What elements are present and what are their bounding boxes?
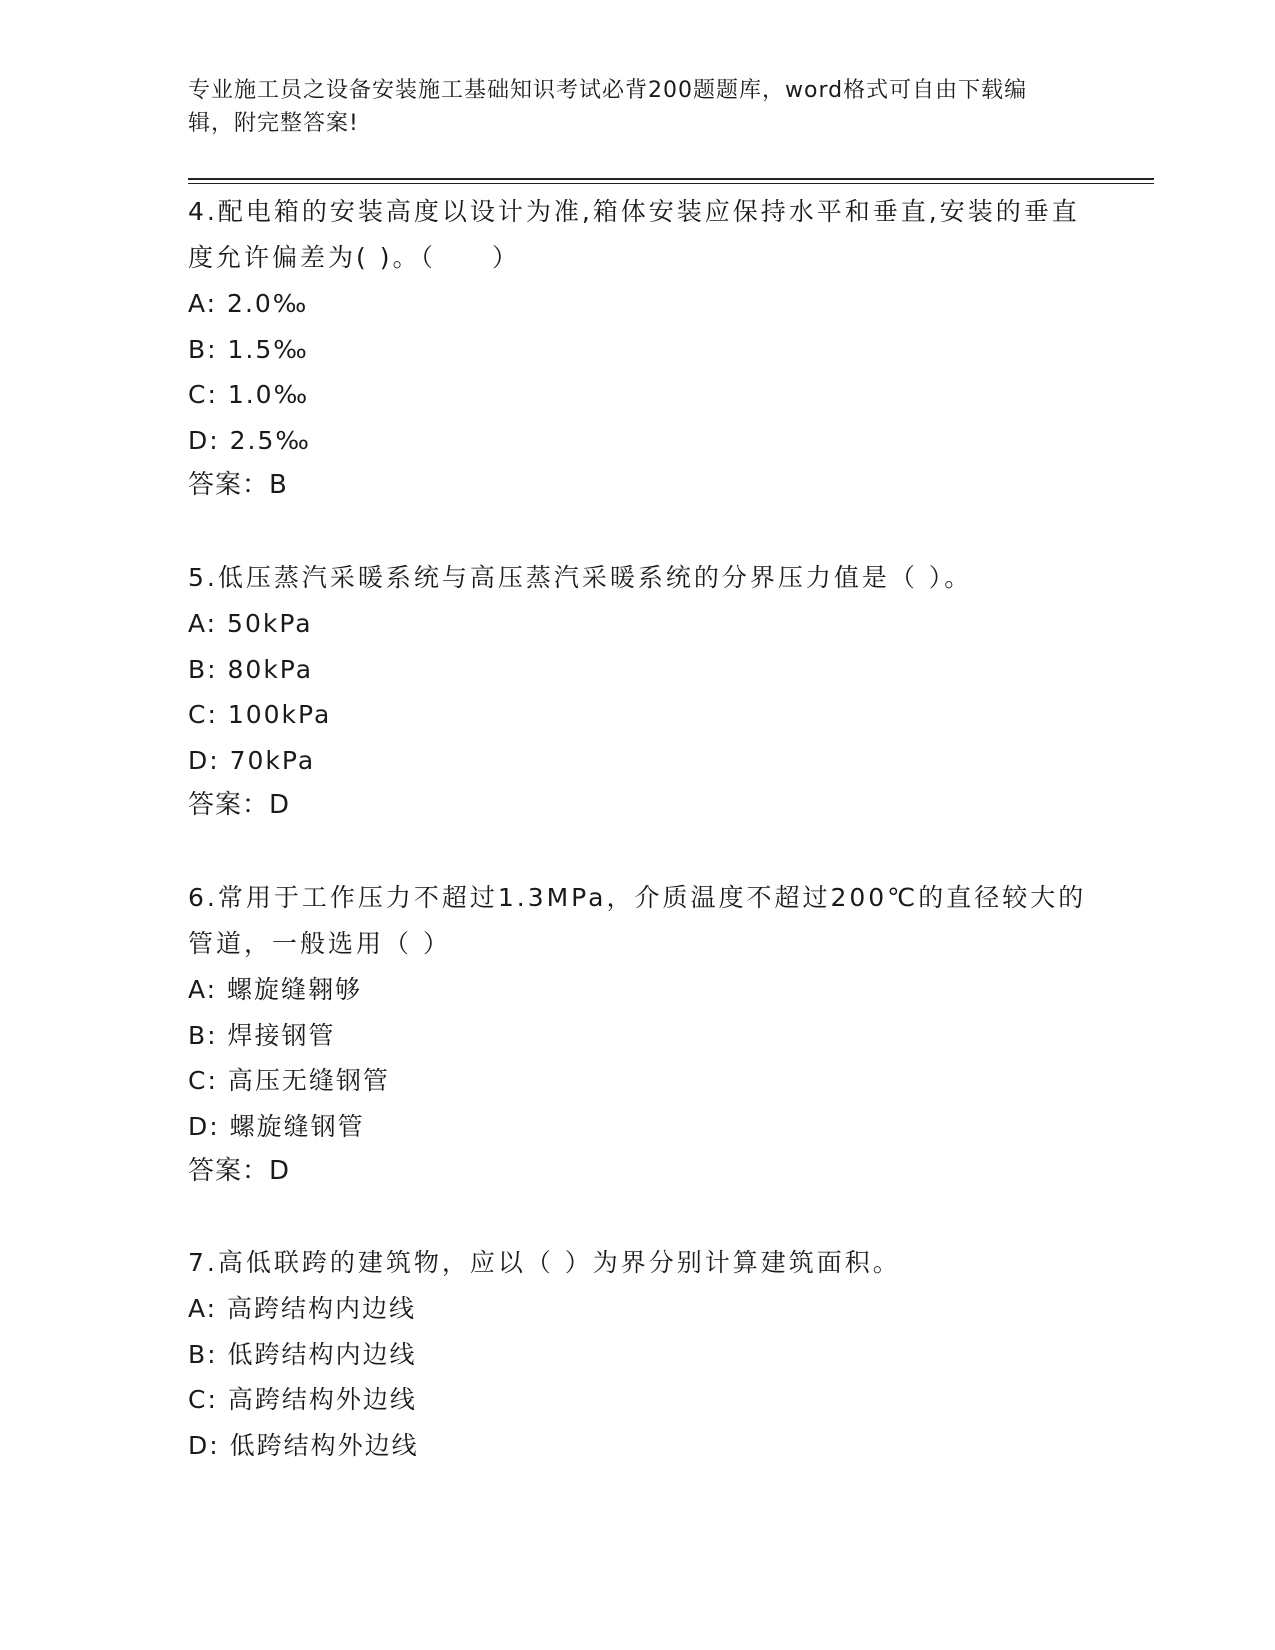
- question-text: 4.配电箱的安装高度以设计为准,箱体安装应保持水平和垂直,安装的垂直度允许偏差为( )。（ ）: [188, 197, 1080, 272]
- header-divider-thick: [188, 178, 1154, 180]
- question-4: [188, 189, 1088, 508]
- document-header: [188, 74, 1068, 140]
- question-7: [188, 1240, 1088, 1468]
- answer: 答案：B: [188, 470, 288, 500]
- question-text: 7.高低联跨的建筑物，应以（ ）为界分别计算建筑面积。: [188, 1248, 901, 1277]
- option-d: D: 70kPa: [188, 745, 316, 775]
- option-a: A: 高跨结构内边线: [188, 1294, 417, 1323]
- option-d: D: 低跨结构外边线: [188, 1430, 419, 1460]
- option-d: D: 螺旋缝钢管: [188, 1111, 365, 1141]
- question-text: 6.常用于工作压力不超过1.3MPa，介质温度不超过200℃的直径较大的管道，一般选用（ ）: [188, 883, 1087, 958]
- option-a: A: 50kPa: [188, 609, 313, 638]
- header-divider-thin: [188, 183, 1154, 184]
- answer: 答案：D: [188, 1156, 291, 1186]
- option-d: D: 2.5‰: [188, 425, 311, 455]
- option-c: C: 100kPa: [188, 700, 332, 729]
- option-b: B: 焊接钢管: [188, 1020, 336, 1050]
- option-b: B: 80kPa: [188, 654, 314, 684]
- option-a: A: 螺旋缝翱够: [188, 975, 363, 1004]
- option-c: C: 高压无缝钢管: [188, 1066, 390, 1095]
- answer: 答案：D: [188, 790, 291, 820]
- question-5: [188, 555, 1088, 828]
- option-a: A: 2.0‰: [188, 289, 309, 318]
- option-b: B: 低跨结构内边线: [188, 1339, 417, 1369]
- option-c: C: 高跨结构外边线: [188, 1385, 417, 1414]
- option-b: B: 1.5‰: [188, 334, 309, 364]
- option-c: C: 1.0‰: [188, 380, 310, 409]
- header-title: 专业施工员之设备安装施工基础知识考试必背200题题库，word格式可自由下载编辑，附完整答案!: [188, 78, 1028, 136]
- question-text: 5.低压蒸汽采暖系统与高压蒸汽采暖系统的分界压力值是（ ）。: [188, 563, 973, 592]
- question-6: [188, 875, 1088, 1194]
